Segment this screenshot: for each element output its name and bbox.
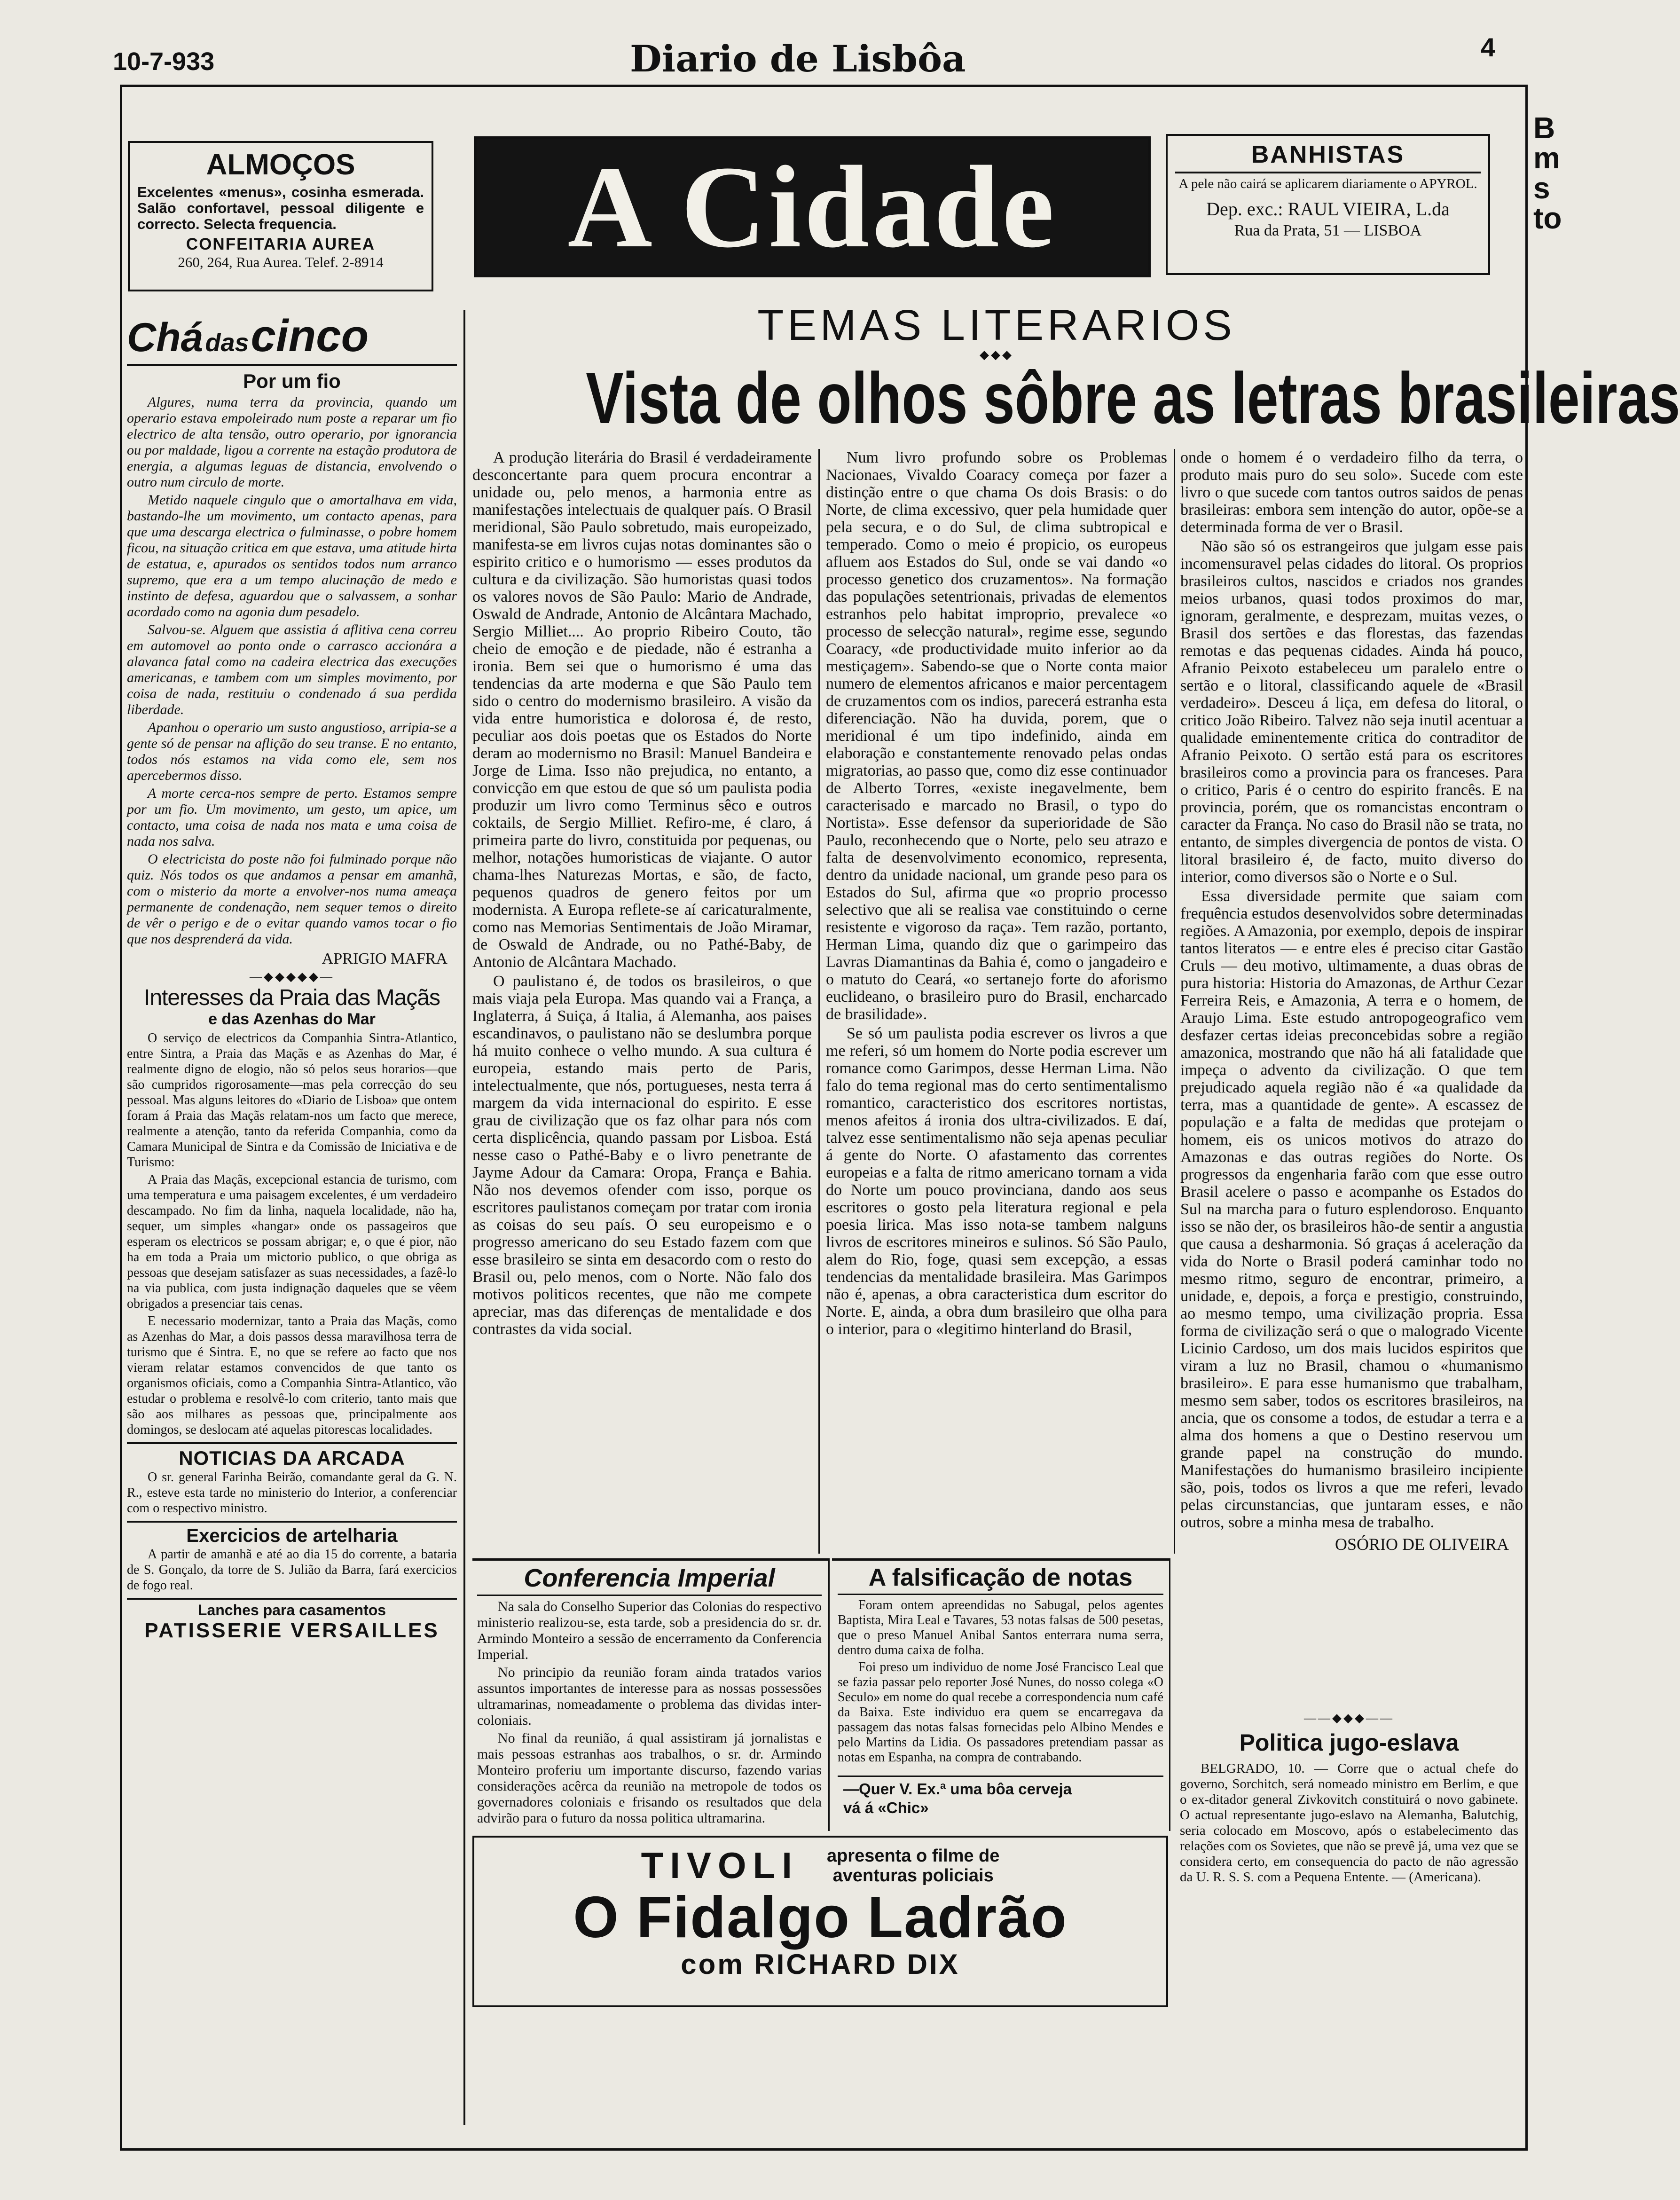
temas-kicker: TEMAS LITERARIOS bbox=[757, 301, 1236, 349]
falsificacao-text: Foram ontem apreendidas no Sabugal, pelos agentes Baptista, Mira Leal e Tavares, 53 notas falsas de 500 pesetas, que o preso Manuel Anibal Santos enterrara numa serra, dentro duma caixa de folha. Foi preso um individuo de nome José Francisco Leal que se fazia passar pelo reporter José Nunes, do nosso colega «O Seculo» em nome do qual recebe a correspondencia num café da Baixa. Este individuo era quem se encarregava da passagem das notas falsas fornecidas pelo Albino Mendes e pelo Martins da Lidia. Os passadores pretendiam passar as notas em Espanha, na compra de contrabando. bbox=[838, 1598, 1163, 1765]
ad-address: 260, 264, Rua Aurea. Telef. 2-8914 bbox=[178, 254, 384, 270]
tivoli-name: TIVOLI bbox=[641, 1845, 799, 1886]
macas-article: O serviço de electricos da Companhia Sintra-Atlantico, entre Sintra, a Praia das Maçãs e as Azenhas do Mar, é realmente digno de elogio, não só pelos seus horarios—que são cumpridos rigorosamente—mas pela correcção do seu pessoal. Mas alguns leitores do «Diario de Lisboa» que ontem foram á Praia das Maçãs relatam-nos um facto que merece, realmente a atenção, tanto da referida Companhia, como da Camara Municipal de Sintra e da Comissão de Iniciativa e de Turismo: A Praia das Maçãs, excepcional estancia de turismo, com uma temperatura e uma paisagem excelentes, é um verdadeiro descampado. No fim da linha, naquela localidade, não ha, sequer, um simples «hangar» onde os passageiros que esperam os electricos se possam abrigar; e, o que é pior, não ha em toda a Praia um mictorio publico, o que obriga as pessoas que desejam satisfazer as suas necessidades, a fazê-lo na via publica, com justa indignação daqueles que se vêem obrigados a presenciar tais cenas. E necessario modernizar, tanto a Praia das Maçãs, como as Azenhas do Mar, a dois passos dessa maravilhosa terra de turismo que é Sintra. E, no que se refere ao facto que nos vieram relatar estamos convencidos de que tanto os organismos oficiais, como a Companhia Sintra-Atlantico, vão estudar o problema e resolvê-lo com criterio, tanto mais que são aos milhares as pessoas que, principalmente aos domingos, se deslocam até aquelas pitorescas localidades. bbox=[127, 1031, 457, 1437]
cha-article: Algures, numa terra da provincia, quando um operario estava empoleirado num poste a reparar um fio electrico de alta tensão, outro operario, por ignorancia ou por maldade, ligou a corrente na estação produtora de energia, a algumas leguas de distancia, envolvendo o outro num circulo de morte. Metido naquele cingulo que o amortalhava em vida, bastando-lhe um movimento, um contacto apenas, para que uma descarga electrica o fulminasse, o pobre homem ficou, na situação critica em que estava, uma atitude hirta de estatua, e, apurados os sentidos todos num arranco supremo, que era a um tempo alucinação de medo e instinto de defesa, aguardou que o salvassem, a sonhar acordado como na agonia dum pesadelo. Salvou-se. Alguem que assistia á aflitiva cena correu em automovel ao ponto onde o carrasco accionára a alavanca fatal como na cadeira electrica das execuções americanas, e tambem com um simples movimento, por coisa de nada, restituiu o condenado á sua perdida liberdade. Apanhou o operario um susto angustioso, arripia-se a gente só de pensar na aflição do seu transe. E no entanto, todos nós estamos na vida como ele, sem nos apercebermos disso. A morte cerca-nos sempre de perto. Estamos sempre por um fio. Um movimento, um gesto, um apice, um contacto, uma coisa de nada nos mata e uma coisa de nada nos salva. O electricista do poste não foi fulminado porque não quiz. Nós todos os que andamos a pensar em amanhã, com o misterio da morte a envolver-nos numa ameaça permanente de condenação, nem sequer temos o direito de vêr o perigo e de o evitar quando vamos tocar o fio que nos desprenderá da vida. bbox=[127, 394, 457, 947]
arcada-title: NOTICIAS DA ARCADA bbox=[179, 1447, 405, 1469]
section-banner bbox=[474, 136, 1151, 277]
conferencia-title: Conferencia Imperial bbox=[477, 1564, 822, 1596]
macas-title: Interesses da Praia das Maçãs bbox=[144, 985, 440, 1010]
ad-almocos bbox=[128, 141, 433, 291]
ad-text: Excelentes «menus», cosinha esmerada. Salão confortavel, pessoal diligente e correcto. Selecta frequencia. bbox=[137, 184, 424, 232]
chic-ad: —Quer V. Ex.ª uma bôa cerveja vá á «Chic» bbox=[838, 1776, 1163, 1820]
ad-text: A pele não cairá se aplicarem diariamente o APYROL. bbox=[1178, 176, 1477, 191]
conferencia-block bbox=[472, 1558, 830, 1831]
patisserie-line1: Lanches para casamentos bbox=[197, 1602, 386, 1619]
cha-title: Chá das cinco bbox=[127, 310, 457, 366]
divider: —◆◆◆◆◆— bbox=[250, 970, 334, 983]
divider: ◆◆◆ bbox=[980, 348, 1013, 361]
ad-banhistas bbox=[1166, 134, 1490, 275]
temas-author: OSÓRIO DE OLIVEIRA bbox=[1335, 1535, 1509, 1554]
politica-block bbox=[1175, 1711, 1523, 2040]
ad-title: ALMOÇOS bbox=[206, 149, 355, 181]
tivoli-with: com RICHARD DIX bbox=[681, 1949, 960, 1980]
edge-fragment: B m s to bbox=[1533, 111, 1562, 235]
ad-title: BANHISTAS bbox=[1251, 141, 1405, 168]
tivoli-ad bbox=[472, 1836, 1168, 2007]
macas-subtitle: e das Azenhas do Mar bbox=[208, 1010, 376, 1028]
politica-text: BELGRADO, 10. — Corre que o actual chefe do governo, Sorchitch, será nomeado ministro em Berlim, e que o ex-ditador general Zivkovitch constituirá o novo gabinete. O actual representante jugo-eslavo na Alemanha, Balutchig, seria colocado em Moscovo, após o estabelecimento das relações com os Sovietes, que não se prevê já, uma vez que se considera certo, em consequencia do pacto de não agressão da U. R. S. S. com a Pequena Entente. — (Americana). bbox=[1180, 1761, 1518, 1885]
issue-date: 10-7-933 bbox=[113, 47, 215, 76]
temas-col2: Num livro profundo sobre os Problemas Nacionaes, Vivaldo Coaracy começa por fazer a distinção entre o que chama Os dois Brasis: o do Norte, de clima excessivo, quer pela humidade quer pela secura, e o do Sul, de clima subtropical e temperado. Como o meio é propicio, os europeus afluem aos Estados do Sul, onde se vai dando «o processo genetico dos cruzamentos». Na formação das populações setentrionais, privadas de elementos estranhos pelo habitat improprio, prevalece «o processo de selecção natural», regime esse, segundo Coaracy, «de productividade muito inferior ao da mestiçagem». Sabendo-se que o Norte conta maior numero de elementos africanos e maior percentagem de cruzamentos com os indios, parecerá estranha esta diferenciação. Não ha duvida, porem, que o meridional é um tipo indefinido, ainda em elaboração e constantemente renovado pelas ondas migratorias, ao passo que, como diz esse continuador de Alberto Torres, «existe inegavelmente, bem caracterisado e marcado no Brasil, o typo do Nortista». Esse defensor da superioridade de São Paulo, reconhecendo que o Norte, pelo seu atrazo e falta de desenvolvimento economico, representa, dentro da unidade nacional, um grande peso para os Estados do Sul, afirma que «o proprio processo selectivo que ali se realisa vae constituindo o cerne resistente e vigoroso da raça». Tem razão, portanto, Herman Lima, quando diz que o garimpeiro das Lavras Diamantinas da Bahia é, como o jangadeiro e o matuto do Ceará, «o sertanejo forte do aforismo euclideano, o brasileiro puro do Brasil, encharcado de brasilidade». Se só um paulista podia escrever os livros a que me referi, só um homem do Norte podia escrever um romance como Garimpos, desse Herman Lima. Não falo do tema regional mas do certo sentimentalismo romantico, caracteristico dos escritores nortistas, menos afeitos á ironia dos ultra-civilizados. E daí, talvez esse sentimentalismo não seja apenas peculiar á gente do Norte. O afastamento das correntes europeias e a falta de ritmo americano tornam a vida do Norte um pouco provinciana, dando aos seus escritores o gosto pela literatura regional e pela poesia lirica. Mas isso nota-se tambem nalguns livros de escritores mineiros e sulinos. Só São Paulo, alem do Rio, foge, quasi sem excepção, a essas tendencias da mentalidade brasileira. Mas Garimpos não é, apenas, a obra caracteristica dum escritor do Norte. E, ainda, a obra dum brasileiro que olha para o interior, para o «legitimo hinterland do Brasil, bbox=[826, 449, 1167, 1338]
temas-article bbox=[472, 449, 1523, 1554]
section-title: A Cidade bbox=[567, 142, 1057, 272]
page-number: 4 bbox=[1481, 32, 1496, 62]
falsificacao-title: A falsificação de notas bbox=[838, 1564, 1163, 1595]
falsificacao-block bbox=[832, 1558, 1170, 1831]
temas-headline: Vista de olhos sôbre as letras brasileiras bbox=[586, 358, 1680, 439]
artilharia-text: A partir de amanhã e até ao dia 15 do corrente, a bataria de S. Gonçalo, da torre de S. Julião da Barra, fará exercicios de fogo real. bbox=[127, 1547, 457, 1593]
arcada-text: O sr. general Farinha Beirão, comandante geral da G. N. R., esteve esta tarde no ministerio do Interior, a conferenciar com o respectivo ministro. bbox=[127, 1470, 457, 1516]
tivoli-tagline: apresenta o filme de aventuras policiais bbox=[826, 1846, 1000, 1886]
temas-col1: A produção literária do Brasil é verdadeiramente desconcertante para quem procura encontrar a unidade ou, pelo menos, a harmonia entre as manifestações intelectuais de qualquer país. O Brasil meridional, São Paulo sobretudo, mais europeizado, manifesta-se em livros cujas notas dominantes são o espirito critico e o humorismo — esses produtos da cultura e da civilização. São humoristas quasi todos os valores novos de São Paulo: Mario de Andrade, Oswald de Andrade, Antonio de Alcântara Machado, Sergio Milliet.... Ao proprio Ribeiro Couto, tão cheio de emoção e de piedade, não é estranha a ironia. Bem sei que o humorismo é uma das tendencias da arte moderna e que São Paulo tem sido o centro do modernismo brasileiro. A visão da vida entre humoristica e dolorosa é, de resto, peculiar aos dois poetas que os Estados do Norte deram ao modernismo no Brasil: Manuel Bandeira e Jorge de Lima. Isso não prejudica, no entanto, a convicção em que estou de que só um paulista podia produzir um livro como Terminus sêco e outros coktails, de Sergio Milliet. Refiro-me, é claro, á primeira parte do livro, constituida por pequenas, ou melhor, notações humoristicas de viajante. O autor chama-lhes Naturezas Mortas, e são, de facto, pequenos quadros de genero feitos por um modernista. A Europa reflete-se aí caricaturalmente, como nas Memorias Sentimentais de João Miramar, de Oswald de Andrade, ou no Pathé-Baby, de Antonio de Alcântara Machado. O paulistano é, de todos os brasileiros, o que mais viaja pela Europa. Mas quando vai a França, a Inglaterra, á Suiça, á Italia, á Alemanha, aos paises escandinavos, o paulistano não se deslumbra porque há muito conhece o velho mundo. A sua cultura é europeia, estando mais perto de Paris, intelectualmente, que nós, portugueses, nesta terra á margem da vida internacional do espirito. E esse grau de civilização que os faz olhar para nós com certa displicência, quando passam por Lisboa. Está nesse caso o Pathé-Baby e o livro penetrante de Jayme Adour da Camara: Oropa, França e Bahia. Não nos devemos ofender com isso, porque os escritores paulistanos começam por tratar com ironia as coisas do seu país. O seu europeismo e o progresso americano do seu Estado fazem com que esse brasileiro se sinta em desacordo com o resto do Brasil ou, pelo menos, com o Norte. Não falo dos motivos politicos recentes, que não me compete apreciar, mas das diferenças de mentalidade e dos contrastes da vida social. bbox=[472, 449, 812, 1338]
artilharia-title: Exercicios de artelharia bbox=[186, 1525, 398, 1546]
conferencia-text: Na sala do Conselho Superior das Colonias do respectivo ministerio realizou-se, esta tarde, sob a presidencia do sr. dr. Armindo Monteiro a sessão de encerramento da Conferencia Imperial. No principio da reunião foram ainda tratados varios assuntos importantes de interesse para as nossas possessões ultramarinas, nomeadamente o problema das dividas inter-coloniais. No final da reunião, á qual assistiram já jornalistas e mais pessoas estranhas aos trabalhos, o sr. dr. Armindo Monteiro proferiu um importante discurso, fazendo varias considerações acêrca da reunião na metropole de todos os governadores coloniais e frisando os resultados que dela advirão para o futuro da nossa politica ultramarina. bbox=[477, 1599, 822, 1826]
cha-author: APRIGIO MAFRA bbox=[322, 950, 447, 967]
ad-name: CONFEITARIA AUREA bbox=[186, 235, 376, 253]
tivoli-film: O Fidalgo Ladrão bbox=[573, 1885, 1068, 1950]
ad-dep: Dep. exc.: RAUL VIEIRA, L.da bbox=[1206, 198, 1450, 220]
temas-col3: onde o homem é o verdadeiro filho da terra, o produto mais puro do seu solo». Sucede com este livro o que sucede com tantos outros saidos de penas brasileiras: embora sem intenção do autor, opõe-se a determinada forma de ver o Brasil. Não são só os estrangeiros que julgam esse pais incomensuravel pelas cidades do litoral. Os proprios brasileiros cultos, nascidos e criados nos grandes meios urbanos, quasi todos proximos do mar, ignoram, geralmente, e desprezam, muitas vezes, o Brasil dos sertões e das florestas, das fazendas remotas e das pequenas cidades. Ainda há pouco, Afranio Peixoto estabeleceu um paralelo entre o sertão e o litoral, classificando aquele de «Brasil verdadeiro». Desceu á liça, em defesa do litoral, o critico João Ribeiro. Talvez não seja inutil acentuar a qualidade eminentemente critica do contraditor de Afranio Peixoto. O sertão está para os escritores brasileiros como a provincia para os franceses. Para o critico, Paris é o centro do espirito francês. E na provincia, porém, que os romancistas encontram o caracter da França. No caso do Brasil não se trata, no entanto, de simples divergencia de pontos de vista. O litoral brasileiro é, de facto, muito diverso do interior, como diversos são o Norte e o Sul. Essa diversidade permite que saiam com frequência estudos desenvolvidos sobre determinadas regiões. A Amazonia, por exemplo, depois de inspirar tantos literatos — e entre eles é preciso citar Gastão Cruls — deu motivo, ultimamente, a duas obras de pura historia: Historia do Amazonas, de Arthur Cezar Ferreira Reis, e Amazonia, A terra e o homem, de Araujo Lima. Este estudo antropogeografico vem desfazer certas ideias preconcebidas sobre a região amazonica, mostrando que não há ali fatalidade que impeça o advento da civilização. O que tem prejudicado aquela região não é «a qualidade da terra, mas a quantidade de gente». A escassez de população e a falta de medidas que protejam o homem, eis os unicos motivos do atrazo do Amazonas e das outras regiões do Norte. Os progressos da engenharia farão com que esse outro Brasil acelere o passo e acompanhe os Estados do Sul na marcha para o futuro esplendoroso. Enquanto isso se não der, os brasileiros hão-de sentir a angustia que causa a desharmonia. Só graças á aceleração da vida do Norte o Brasil poderá caminhar todo no mesmo ritmo, seguro de encontrar, primeiro, a unidade, e, depois, a força e prestigio, construindo, ao mesmo tempo, uma civilização propria. Essa forma de civilização será o que o malogrado Vicente Licinio Cardoso, um dos mais lucidos espiritos que viram a luz no Brasil, chamou o «humanismo brasileiro». E para esse humanismo que trabalham, mesmo sem saber, todos os escritores brasileiros, na ancia, que os consome a todos, de estudar a terra e a alma dos homens a que o Destino reservou um grande papel na construção do mundo. Manifestações do humanismo brasileiro incipiente são, pois, todos os livros a que me referi, levado pelas circunstancias, que juntaram esses, e não outros, sobre a minha mesa de trabalho. OSÓRIO DE OLIVEIRA bbox=[1180, 449, 1523, 1554]
temas-header bbox=[470, 301, 1680, 439]
politica-title: Politica jugo-eslava bbox=[1239, 1729, 1459, 1756]
cha-subtitle: Por um fio bbox=[243, 370, 341, 392]
left-column bbox=[127, 310, 465, 2125]
ad-address: Rua da Prata, 51 — LISBOA bbox=[1234, 222, 1422, 239]
divider: ——◆◆◆—— bbox=[1304, 1711, 1394, 1725]
masthead: Diario de Lisbôa bbox=[630, 38, 966, 80]
patisserie-line2: PATISSERIE VERSAILLES bbox=[144, 1619, 440, 1642]
